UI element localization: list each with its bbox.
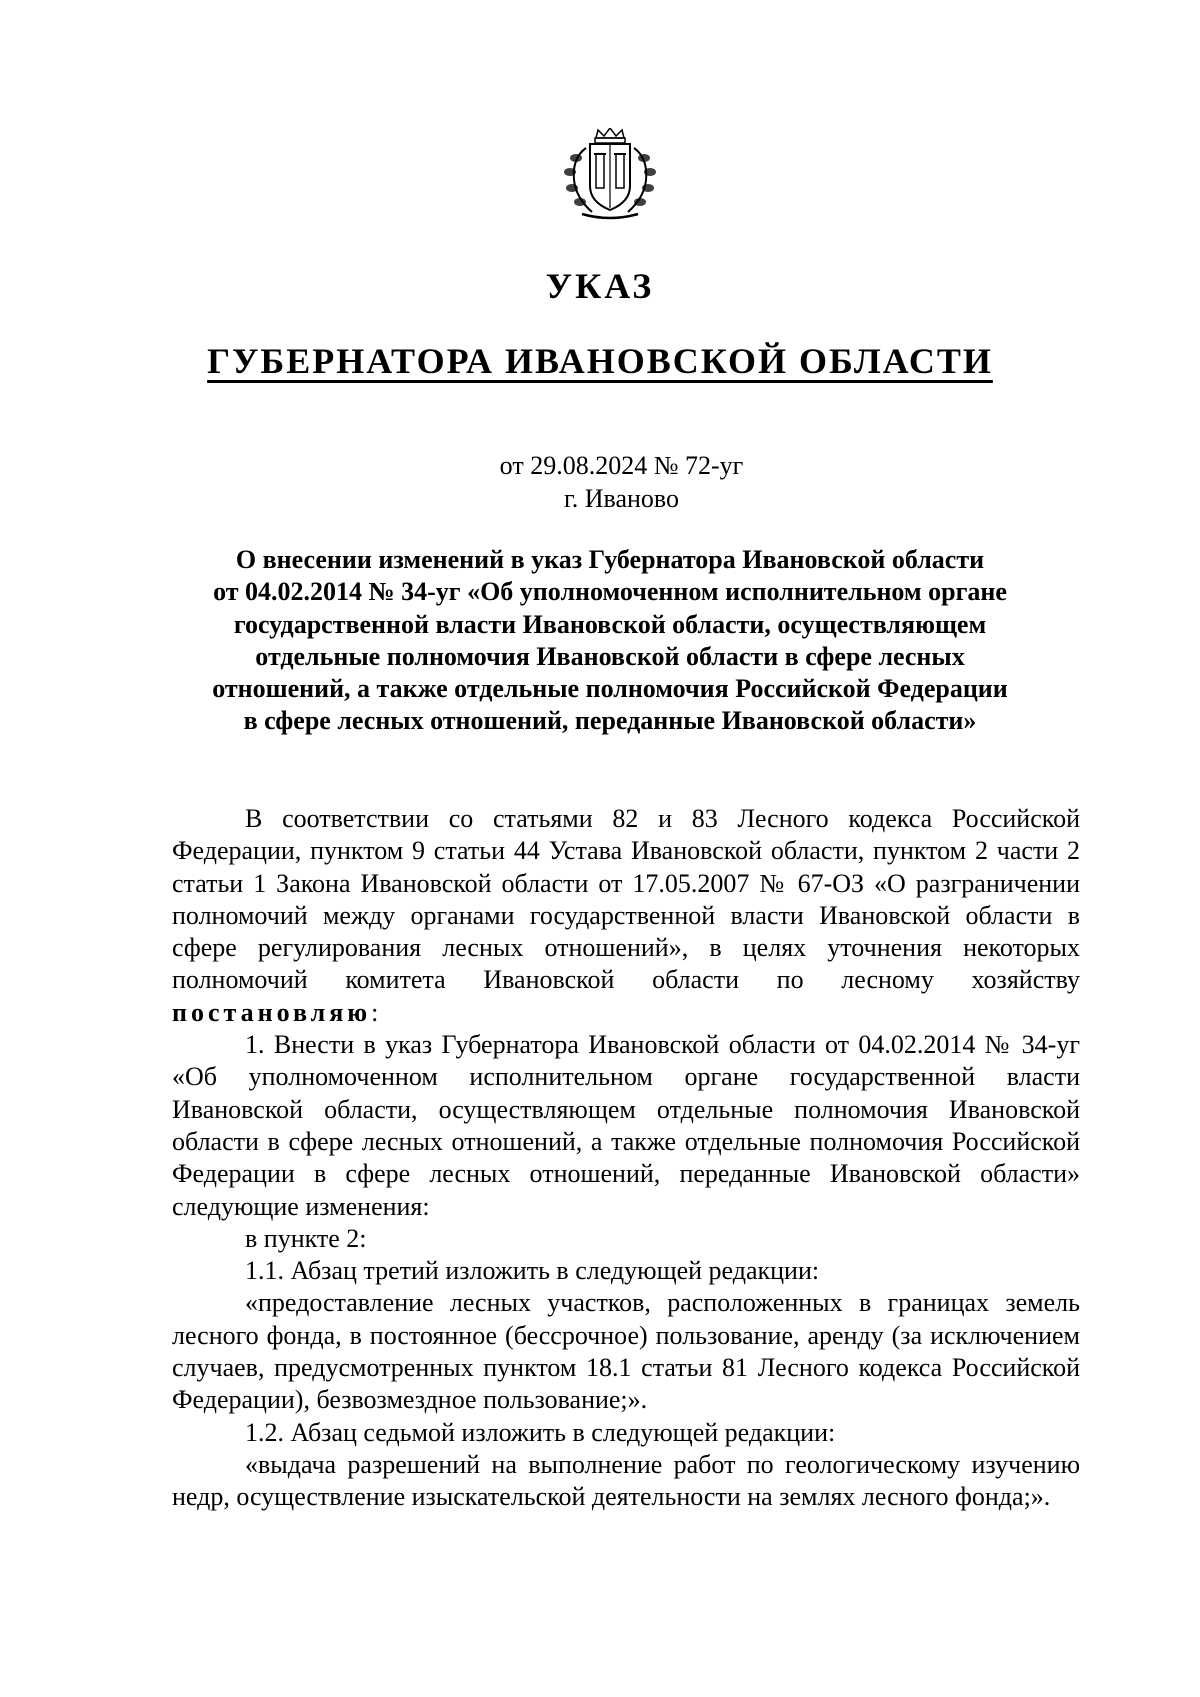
preamble-paragraph xyxy=(172,803,1080,1029)
document-title: УКАЗ xyxy=(545,266,655,306)
item-1-2-paragraph: 1.2. Абзац седьмой изложить в следующей редакции: xyxy=(245,1417,836,1447)
item-1-2-text-paragraph: «выдача разрешений на выполнение работ по геологическому изучению недр, осуществление изыскательской деятельности на землях лесного фонда;». xyxy=(172,1449,1080,1512)
heading-line: отдельные полномочия Ивановской области в сфере лесных xyxy=(255,641,965,671)
decree-date-number: от 29.08.2024 № 72-уг xyxy=(499,451,744,480)
item-1-paragraph: 1. Внести в указ Губернатора Ивановской области от 04.02.2014 № 34-уг «Об уполномоченном исполнительном органе государственной власти Ивановской области, осуществляющем отдельные полномочия Ивановской области в сфере лесных отношений, а также отдельные полномочия Российской Федерации в сфере лесных отношений, переданные Ивановской области» следующие изменения: xyxy=(172,1030,1080,1221)
issuing-authority-text: ГУБЕРНАТОРА ИВАНОВСКОЙ ОБЛАСТИ xyxy=(207,341,993,381)
decree-city: г. Иваново xyxy=(564,484,679,513)
preamble-colon: : xyxy=(371,997,379,1027)
heading-line: отношений, а также отдельные полномочия Российской Федерации xyxy=(212,674,1008,704)
decree-heading xyxy=(170,544,1050,738)
heading-line: в сфере лесных отношений, переданные Ивановской области» xyxy=(243,706,977,736)
preamble-text: В соответствии со статьями 82 и 83 Лесного кодекса Российской Федерации, пунктом 9 статьи 44 Устава Ивановской области, пунктом 2 части 2 статьи 1 Закона Ивановской области от 17.05.2007 № 67-ОЗ «О разграничении полномочий между органами государственной власти Ивановской области в сфере регулирования лесных отношений», в целях уточнения некоторых полномочий комитета Ивановской области по лесному хозяйству xyxy=(172,804,1080,995)
ivanovo-coat-of-arms-icon xyxy=(558,128,662,220)
decree-body xyxy=(172,803,1080,1514)
item-1-1-paragraph: 1.1. Абзац третий изложить в следующей редакции: xyxy=(245,1256,820,1286)
resolution-word: постановляю xyxy=(172,997,372,1027)
heading-line: О внесении изменений в указ Губернатора Ивановской области xyxy=(235,545,985,574)
item-1-1-text-paragraph: «предоставление лесных участков, расположенных в границах земель лесного фонда, в постоянное (бессрочное) пользование, аренду (за исключением случаев, предусмотренных пунктом 18.1 статьи 81 Лесного кодекса Российской Федерации), безвозмездное пользование;». xyxy=(172,1288,1080,1415)
heading-line: государственной власти Ивановской области, осуществляющем xyxy=(233,609,987,639)
heading-line: от 04.02.2014 № 34-уг «Об уполномоченном исполнительном органе xyxy=(213,577,1007,607)
issuing-authority xyxy=(0,339,1200,383)
subitem-paragraph: в пункте 2: xyxy=(245,1223,367,1253)
